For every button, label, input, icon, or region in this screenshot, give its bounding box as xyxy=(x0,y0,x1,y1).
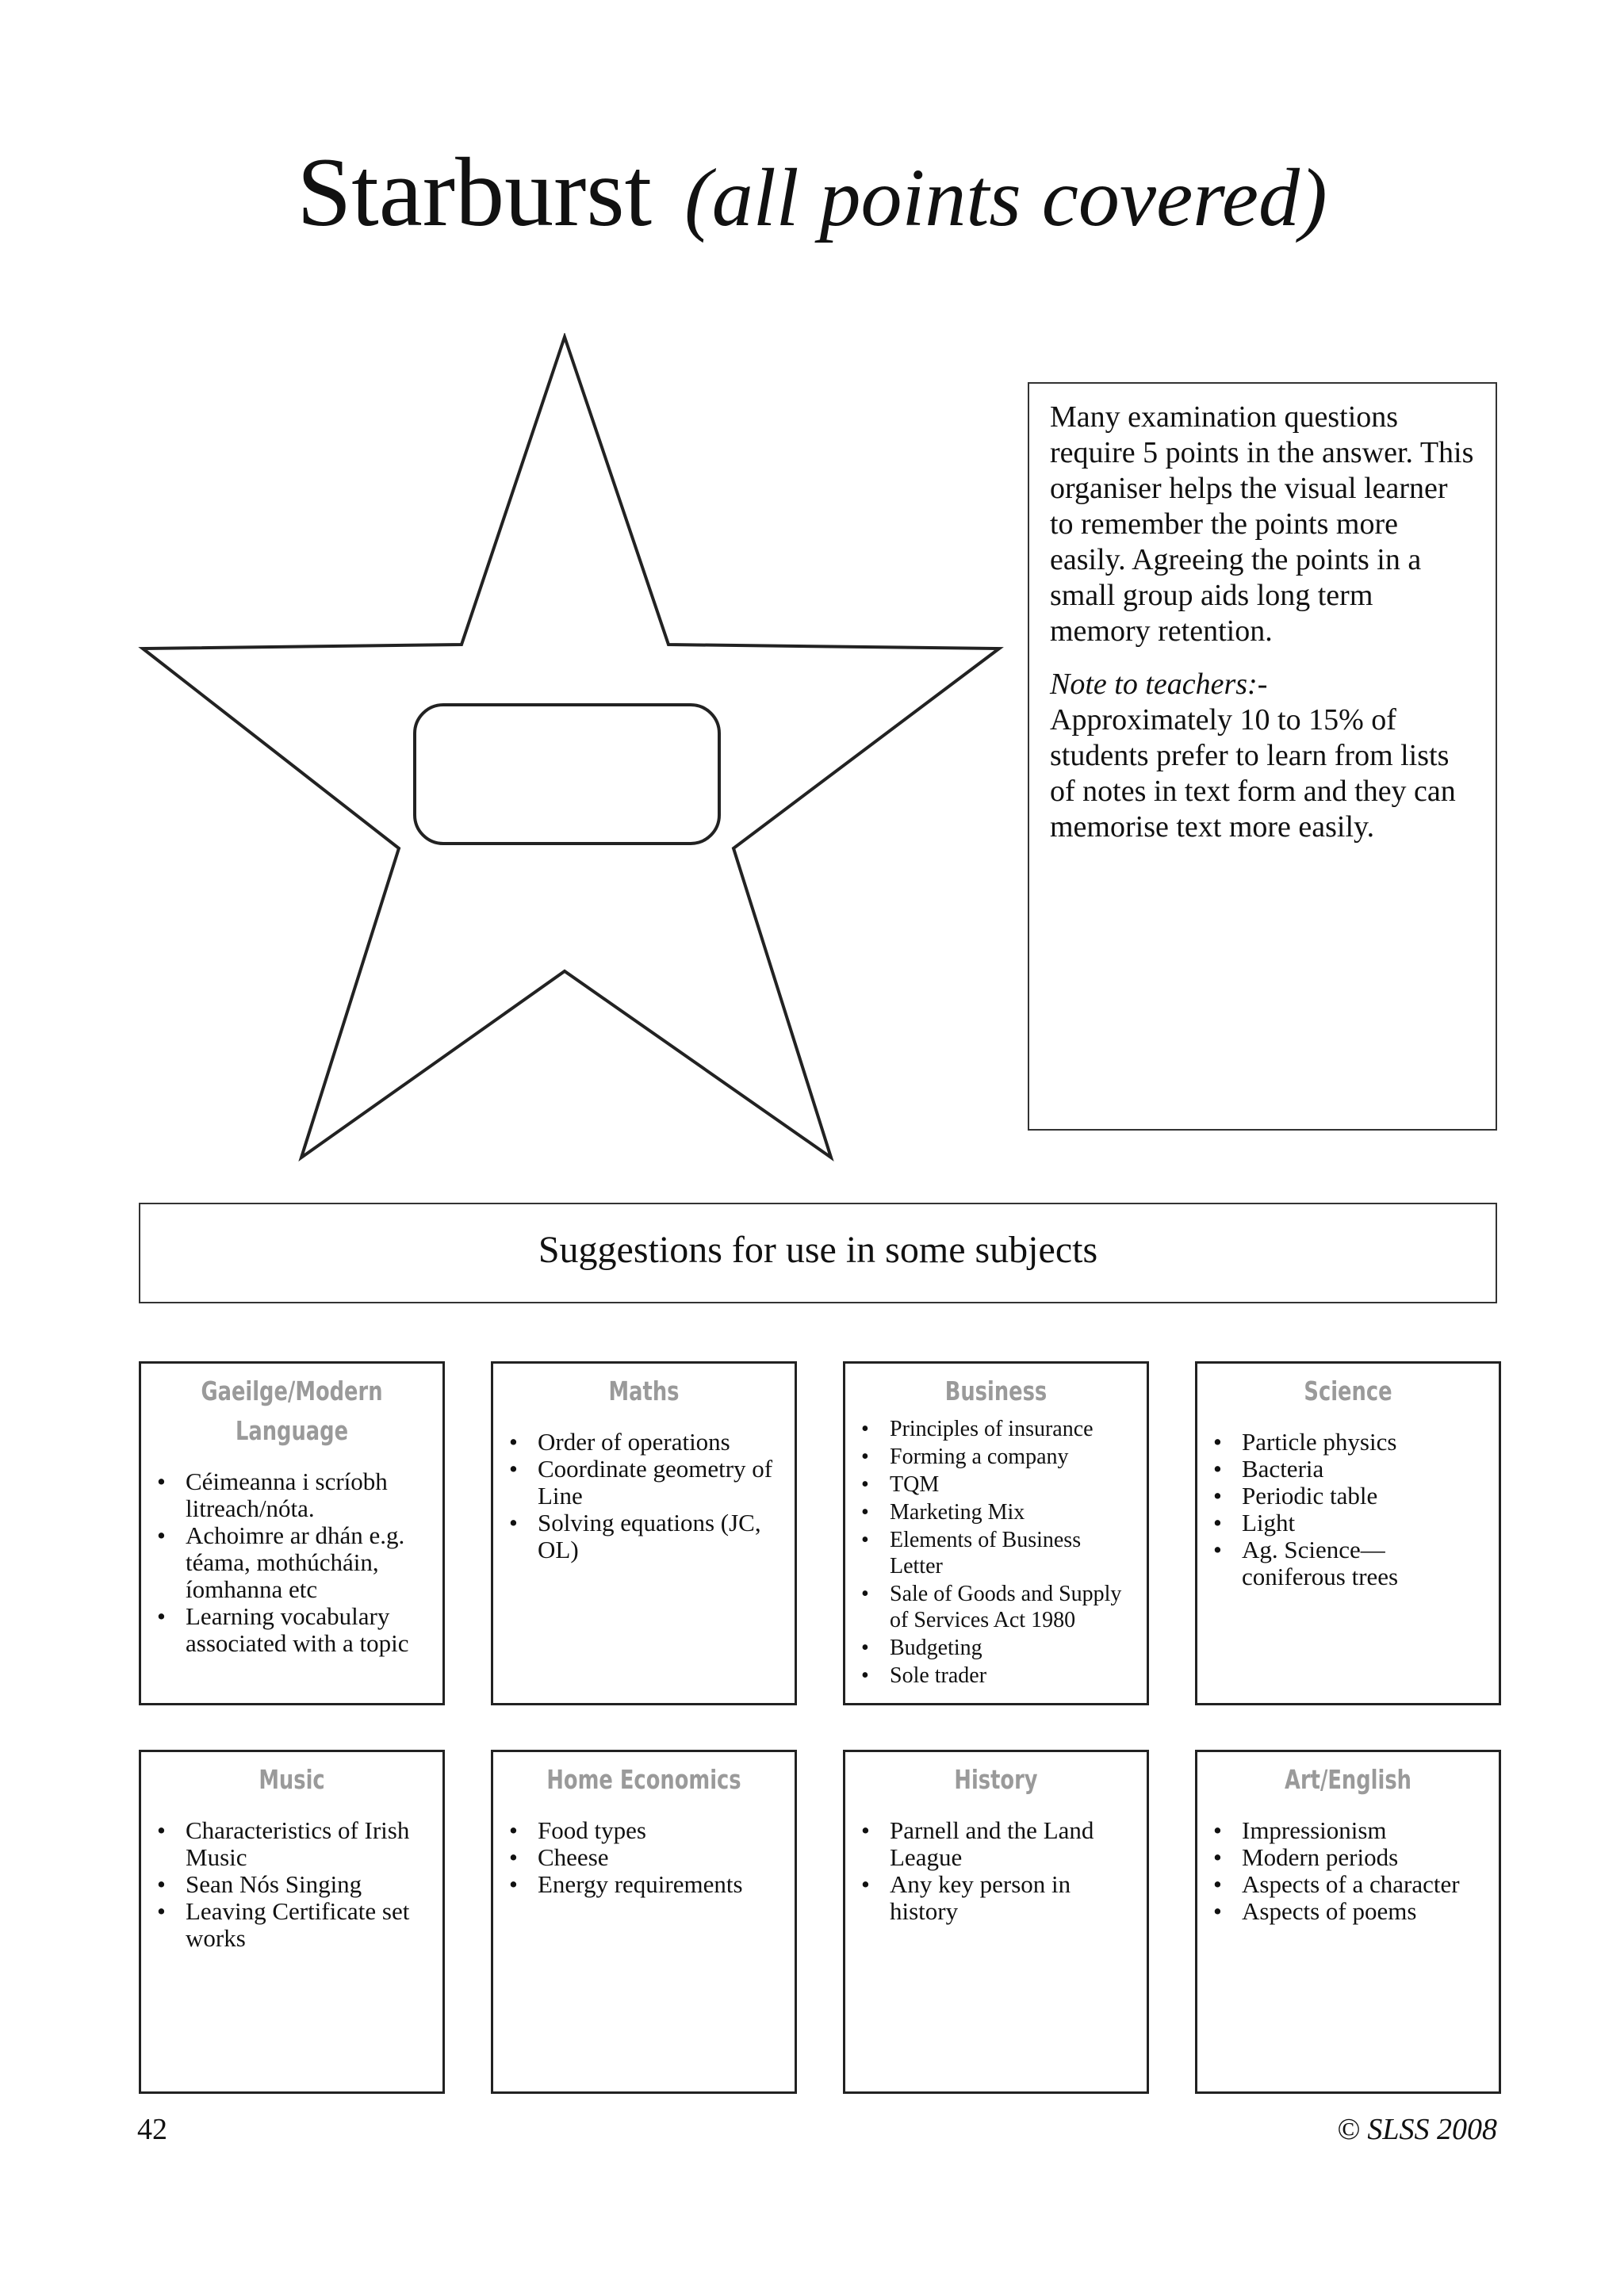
list-item: • Order of operations xyxy=(504,1429,783,1456)
subject-card-maths xyxy=(491,1361,797,1705)
info-box xyxy=(1028,382,1497,1131)
subject-title: Business xyxy=(944,1376,1048,1406)
list-item: • Elements of Business Letter xyxy=(856,1527,1136,1579)
list-item: • Modern periods xyxy=(1208,1844,1488,1871)
list-item: • Parnell and the Land League xyxy=(856,1817,1136,1871)
subject-title: Maths xyxy=(608,1376,680,1406)
copyright: © SLSS 2008 xyxy=(1336,2113,1497,2146)
list-item: • Marketing Mix xyxy=(856,1499,1136,1525)
list-item: • Bacteria xyxy=(1208,1456,1488,1483)
title-sub: (all points covered) xyxy=(684,152,1327,243)
info-paragraph: Many examination questions require 5 points in the answer. This organiser helps the visual learner to remember the points more easily. Agreeing the points in a small group aids long term memory retention. xyxy=(1050,400,1474,648)
list-item: • Aspects of poems xyxy=(1208,1898,1488,1925)
subject-title: Home Economics xyxy=(546,1764,741,1795)
list-item: • Food types xyxy=(504,1817,783,1844)
list-item: • Forming a company xyxy=(856,1444,1136,1470)
list-item: • Sean Nós Singing xyxy=(152,1871,431,1898)
subject-list xyxy=(856,1817,1136,1925)
list-item: • Solving equations (JC, OL) xyxy=(504,1510,783,1563)
title-main: Starburst xyxy=(297,138,653,247)
list-item: • Leaving Certificate set works xyxy=(152,1898,431,1952)
subject-list xyxy=(504,1429,783,1563)
star-center-box[interactable] xyxy=(415,705,719,844)
star-outline xyxy=(143,337,999,1158)
subject-list xyxy=(504,1817,783,1898)
subject-title: Music xyxy=(259,1764,325,1795)
subject-card-history xyxy=(843,1750,1149,2094)
list-item: • TQM xyxy=(856,1471,1136,1498)
list-item: • Ag. Science—coniferous trees xyxy=(1208,1536,1488,1590)
list-item: • Energy requirements xyxy=(504,1871,783,1898)
page-number: 42 xyxy=(137,2113,167,2146)
subject-card-art-english xyxy=(1195,1750,1501,2094)
list-item: • Impressionism xyxy=(1208,1817,1488,1844)
subject-list xyxy=(1208,1429,1488,1590)
list-item: • Light xyxy=(1208,1510,1488,1536)
subject-card-gaeilge xyxy=(139,1361,445,1705)
suggestions-heading: Suggestions for use in some subjects xyxy=(139,1203,1497,1303)
list-item: • Learning vocabulary associated with a topic xyxy=(152,1603,431,1657)
subject-card-home-economics xyxy=(491,1750,797,2094)
list-item: • Cheese xyxy=(504,1844,783,1871)
subject-list xyxy=(152,1468,431,1657)
note-heading: Note to teachers:- xyxy=(1050,668,1268,701)
list-item: • Coordinate geometry of Line xyxy=(504,1456,783,1510)
note-text: Approximately 10 to 15% of students prefer to learn from lists of notes in text form and they can memorise text more easily. xyxy=(1050,703,1456,844)
subject-title: Gaeilge/Modern Language xyxy=(201,1376,383,1446)
subject-title: Art/English xyxy=(1285,1764,1411,1795)
subject-card-business xyxy=(843,1361,1149,1705)
subject-card-music xyxy=(139,1750,445,2094)
list-item: • Sale of Goods and Supply of Services Act 1980 xyxy=(856,1581,1136,1633)
teacher-note xyxy=(1050,667,1475,845)
subject-list xyxy=(856,1416,1136,1689)
list-item: • Principles of insurance xyxy=(856,1416,1136,1442)
subject-list xyxy=(152,1817,431,1952)
subject-title: History xyxy=(954,1764,1038,1795)
list-item: • Aspects of a character xyxy=(1208,1871,1488,1898)
list-item: • Sole trader xyxy=(856,1663,1136,1689)
starburst-diagram xyxy=(135,333,1007,1173)
list-item: • Characteristics of Irish Music xyxy=(152,1817,431,1871)
subject-list xyxy=(1208,1817,1488,1925)
page-title xyxy=(0,133,1624,258)
list-item: • Budgeting xyxy=(856,1635,1136,1661)
list-item: • Periodic table xyxy=(1208,1483,1488,1510)
list-item: • Céimeanna i scríobh litreach/nóta. xyxy=(152,1468,431,1522)
subject-title: Science xyxy=(1304,1376,1392,1406)
list-item: • Particle physics xyxy=(1208,1429,1488,1456)
subject-card-science xyxy=(1195,1361,1501,1705)
list-item: • Achoimre ar dhán e.g. téama, mothúcháin, íomhanna etc xyxy=(152,1522,431,1603)
list-item: • Any key person in history xyxy=(856,1871,1136,1925)
